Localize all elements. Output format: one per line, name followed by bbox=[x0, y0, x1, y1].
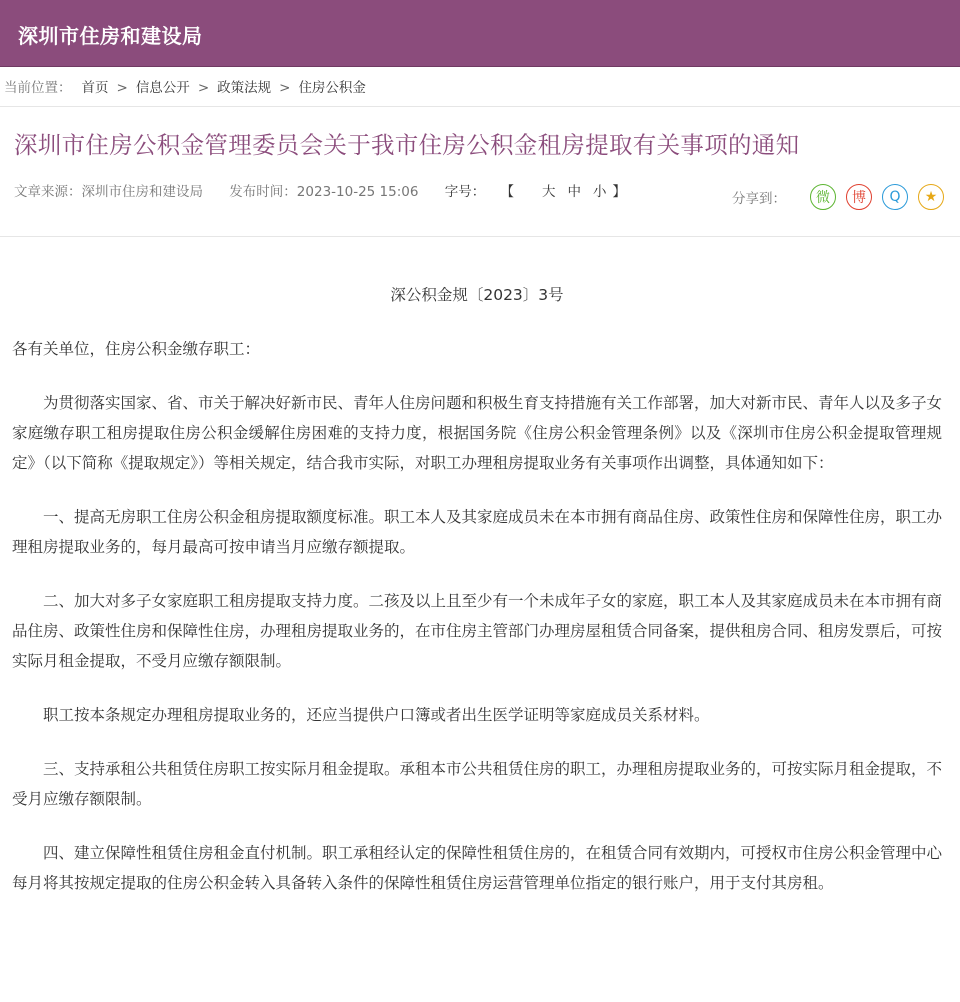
breadcrumb-label: 当前位置： bbox=[4, 80, 72, 96]
document-number: 深公积金规〔2023〕3号 bbox=[390, 286, 564, 304]
breadcrumb-separator: > bbox=[197, 80, 210, 96]
share-label: 分享到： bbox=[732, 191, 786, 207]
site-header bbox=[0, 0, 960, 67]
site-title[interactable]: 深圳市住房和建设局 bbox=[18, 24, 203, 48]
paragraph: 三、支持承租公共租赁住房职工按实际月租金提取。承租本市公共租赁住房的职工，办理租房提取业务的，可按实际月租金提取，不受月应缴存额限制。 bbox=[12, 760, 943, 808]
font-size-control bbox=[445, 184, 648, 200]
article-meta bbox=[14, 180, 648, 200]
font-size-large-button[interactable]: 大 bbox=[542, 184, 556, 200]
breadcrumb-item-home[interactable]: 首页 bbox=[81, 80, 109, 96]
divider bbox=[0, 236, 960, 237]
share-bar bbox=[732, 182, 944, 212]
favorite-icon[interactable]: ★ bbox=[918, 184, 944, 210]
breadcrumb bbox=[4, 76, 366, 98]
paragraph: 职工按本条规定办理租房提取业务的，还应当提供户口簿或者出生医学证明等家庭成员关系材料。 bbox=[43, 706, 710, 724]
article-body bbox=[12, 280, 942, 922]
breadcrumb-item-info[interactable]: 信息公开 bbox=[135, 80, 190, 96]
font-size-small-button[interactable]: 小 bbox=[593, 184, 607, 200]
article-title: 深圳市住房公积金管理委员会关于我市住房公积金租房提取有关事项的通知 bbox=[14, 131, 800, 159]
paragraph: 一、提高无房职工住房公积金租房提取额度标准。职工本人及其家庭成员未在本市拥有商品住房、政策性住房和保障性住房，职工办理租房提取业务的，每月最高可按申请当月应缴存额提取。 bbox=[12, 508, 943, 556]
weibo-icon[interactable]: 博 bbox=[846, 184, 872, 210]
divider bbox=[0, 106, 960, 107]
salutation: 各有关单位，住房公积金缴存职工： bbox=[12, 340, 261, 358]
bracket-close: 】 bbox=[612, 184, 626, 200]
wechat-icon[interactable]: 微 bbox=[810, 184, 836, 210]
article-source: 文章来源：深圳市住房和建设局 bbox=[14, 184, 203, 200]
paragraph: 为贯彻落实国家、省、市关于解决好新市民、青年人住房问题和积极生育支持措施有关工作部署，加大对新市民、青年人以及多子女家庭缴存职工租房提取住房公积金缓解住房困难的支持力度，根据国务院《住房公积金管理条例》以及《深圳市住房公积金提取管理规定》（以下简称《提取规定》）等相关规定，结合我市实际，对职工办理租房提取业务有关事项作出调整，具体通知如下： bbox=[12, 394, 943, 472]
paragraph: 四、建立保障性租赁住房租金直付机制。职工承租经认定的保障性租赁住房的，在租赁合同有效期内，可授权市住房公积金管理中心每月将其按规定提取的住房公积金转入具备转入条件的保障性租赁住房运营管理单位指定的银行账户，用于支付其房租。 bbox=[12, 844, 943, 892]
font-size-medium-button[interactable]: 中 bbox=[567, 184, 581, 200]
bracket-open: 【 bbox=[507, 184, 514, 200]
qq-icon[interactable]: Q bbox=[882, 184, 908, 210]
font-size-label: 字号： bbox=[444, 184, 486, 200]
breadcrumb-separator: > bbox=[116, 80, 128, 96]
breadcrumb-item-fund[interactable]: 住房公积金 bbox=[298, 80, 366, 96]
breadcrumb-item-policy[interactable]: 政策法规 bbox=[217, 80, 272, 96]
paragraph: 二、加大对多子女家庭职工租房提取支持力度。二孩及以上且至少有一个未成年子女的家庭，职工本人及其家庭成员未在本市拥有商品住房、政策性住房和保障性住房，办理租房提取业务的，在市住房主管部门办理房屋租赁合同备案，提供租房合同、租房发票后，可按实际月租金提取，不受月应缴存额限制。 bbox=[12, 592, 943, 670]
breadcrumb-separator: > bbox=[279, 80, 291, 96]
article-publish-time: 发布时间：2023-10-25 15:06 bbox=[229, 184, 419, 200]
